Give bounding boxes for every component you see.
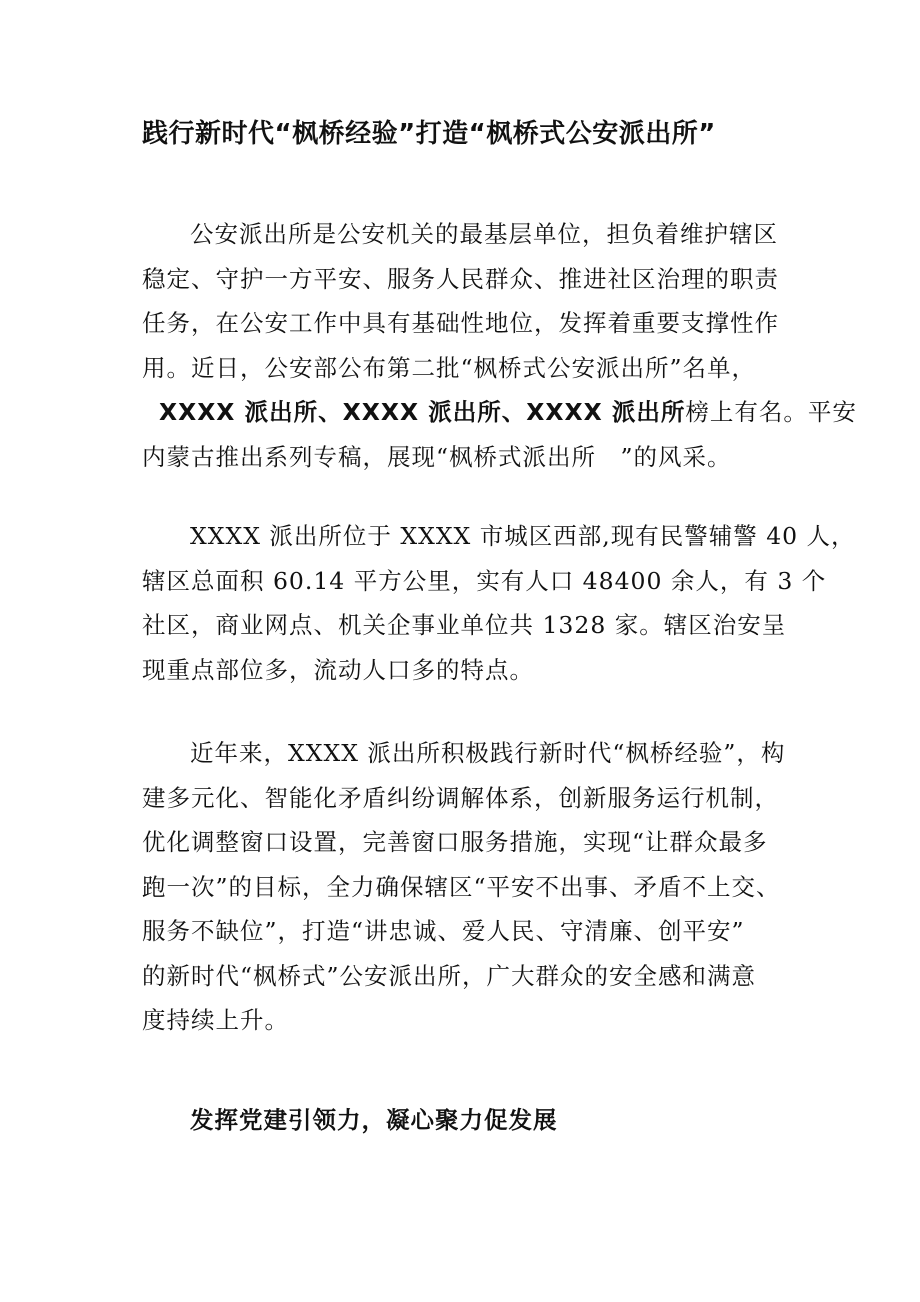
paragraph-station-profile — [142, 514, 856, 692]
paragraph-line: 社区，商业网点、机关企事业单位共 1328 家。辖区治安呈 — [142, 611, 787, 639]
document-title: 践行新时代“枫桥经验”打造“枫桥式公安派出所” — [142, 119, 716, 149]
paragraph-line — [142, 390, 857, 435]
paragraph-line: 度持续上升。 — [142, 1006, 289, 1034]
paragraph-line: 近年来，XXXX 派出所积极践行新时代“枫桥经验”，构 — [190, 739, 786, 767]
paragraph-line: XXXX 派出所位于 XXXX 市城区西部,现有民警辅警 40 人， — [190, 522, 856, 550]
paragraph-line: 跑一次”的目标，全力确保辖区“平安不出事、矛盾不上交、 — [142, 872, 781, 901]
section-heading: 发挥党建引领力，凝心聚力促发展 — [190, 1106, 558, 1134]
paragraph-line: 公安派出所是公安机关的最基层单位，担负着维护辖区 — [190, 220, 778, 248]
paragraph-line: 现重点部位多，流动人口多的特点。 — [142, 655, 534, 684]
paragraph-line-rest: 榜上有名。平安 — [685, 398, 857, 426]
paragraph-line: 的新时代“枫桥式”公安派出所，广大群众的安全感和满意 — [142, 961, 757, 990]
paragraph-line: 建多元化、智能化矛盾纠纷调解体系，创新服务运行机制， — [142, 783, 779, 812]
paragraph-line: 优化调整窗口设置，完善窗口服务措施，实现“让群众最多 — [142, 828, 768, 856]
paragraph-line: 内蒙古推出系列专稿，展现“枫桥式派出所 ”的风采。 — [142, 442, 732, 471]
paragraph-line: 服务不缺位”，打造“讲忠诚、爱人民、守清廉、创平安” — [142, 917, 745, 945]
paragraph-line: 任务，在公安工作中具有基础性地位，发挥着重要支撑性作 — [142, 309, 779, 337]
paragraph-achievements — [142, 731, 792, 1043]
paragraph-line: 辖区总面积 60.14 平方公里，实有人口 48400 余人，有 3 个 — [142, 566, 827, 595]
station-names: XXXX 派出所、XXXX 派出所、XXXX 派出所 — [158, 398, 686, 426]
paragraph-line: 稳定、守护一方平安、服务人民群众、推进社区治理的职责 — [142, 264, 779, 293]
paragraph-line: 用。近日，公安部公布第二批“枫桥式公安派出所”名单， — [142, 353, 757, 382]
paragraph-intro — [142, 212, 857, 479]
